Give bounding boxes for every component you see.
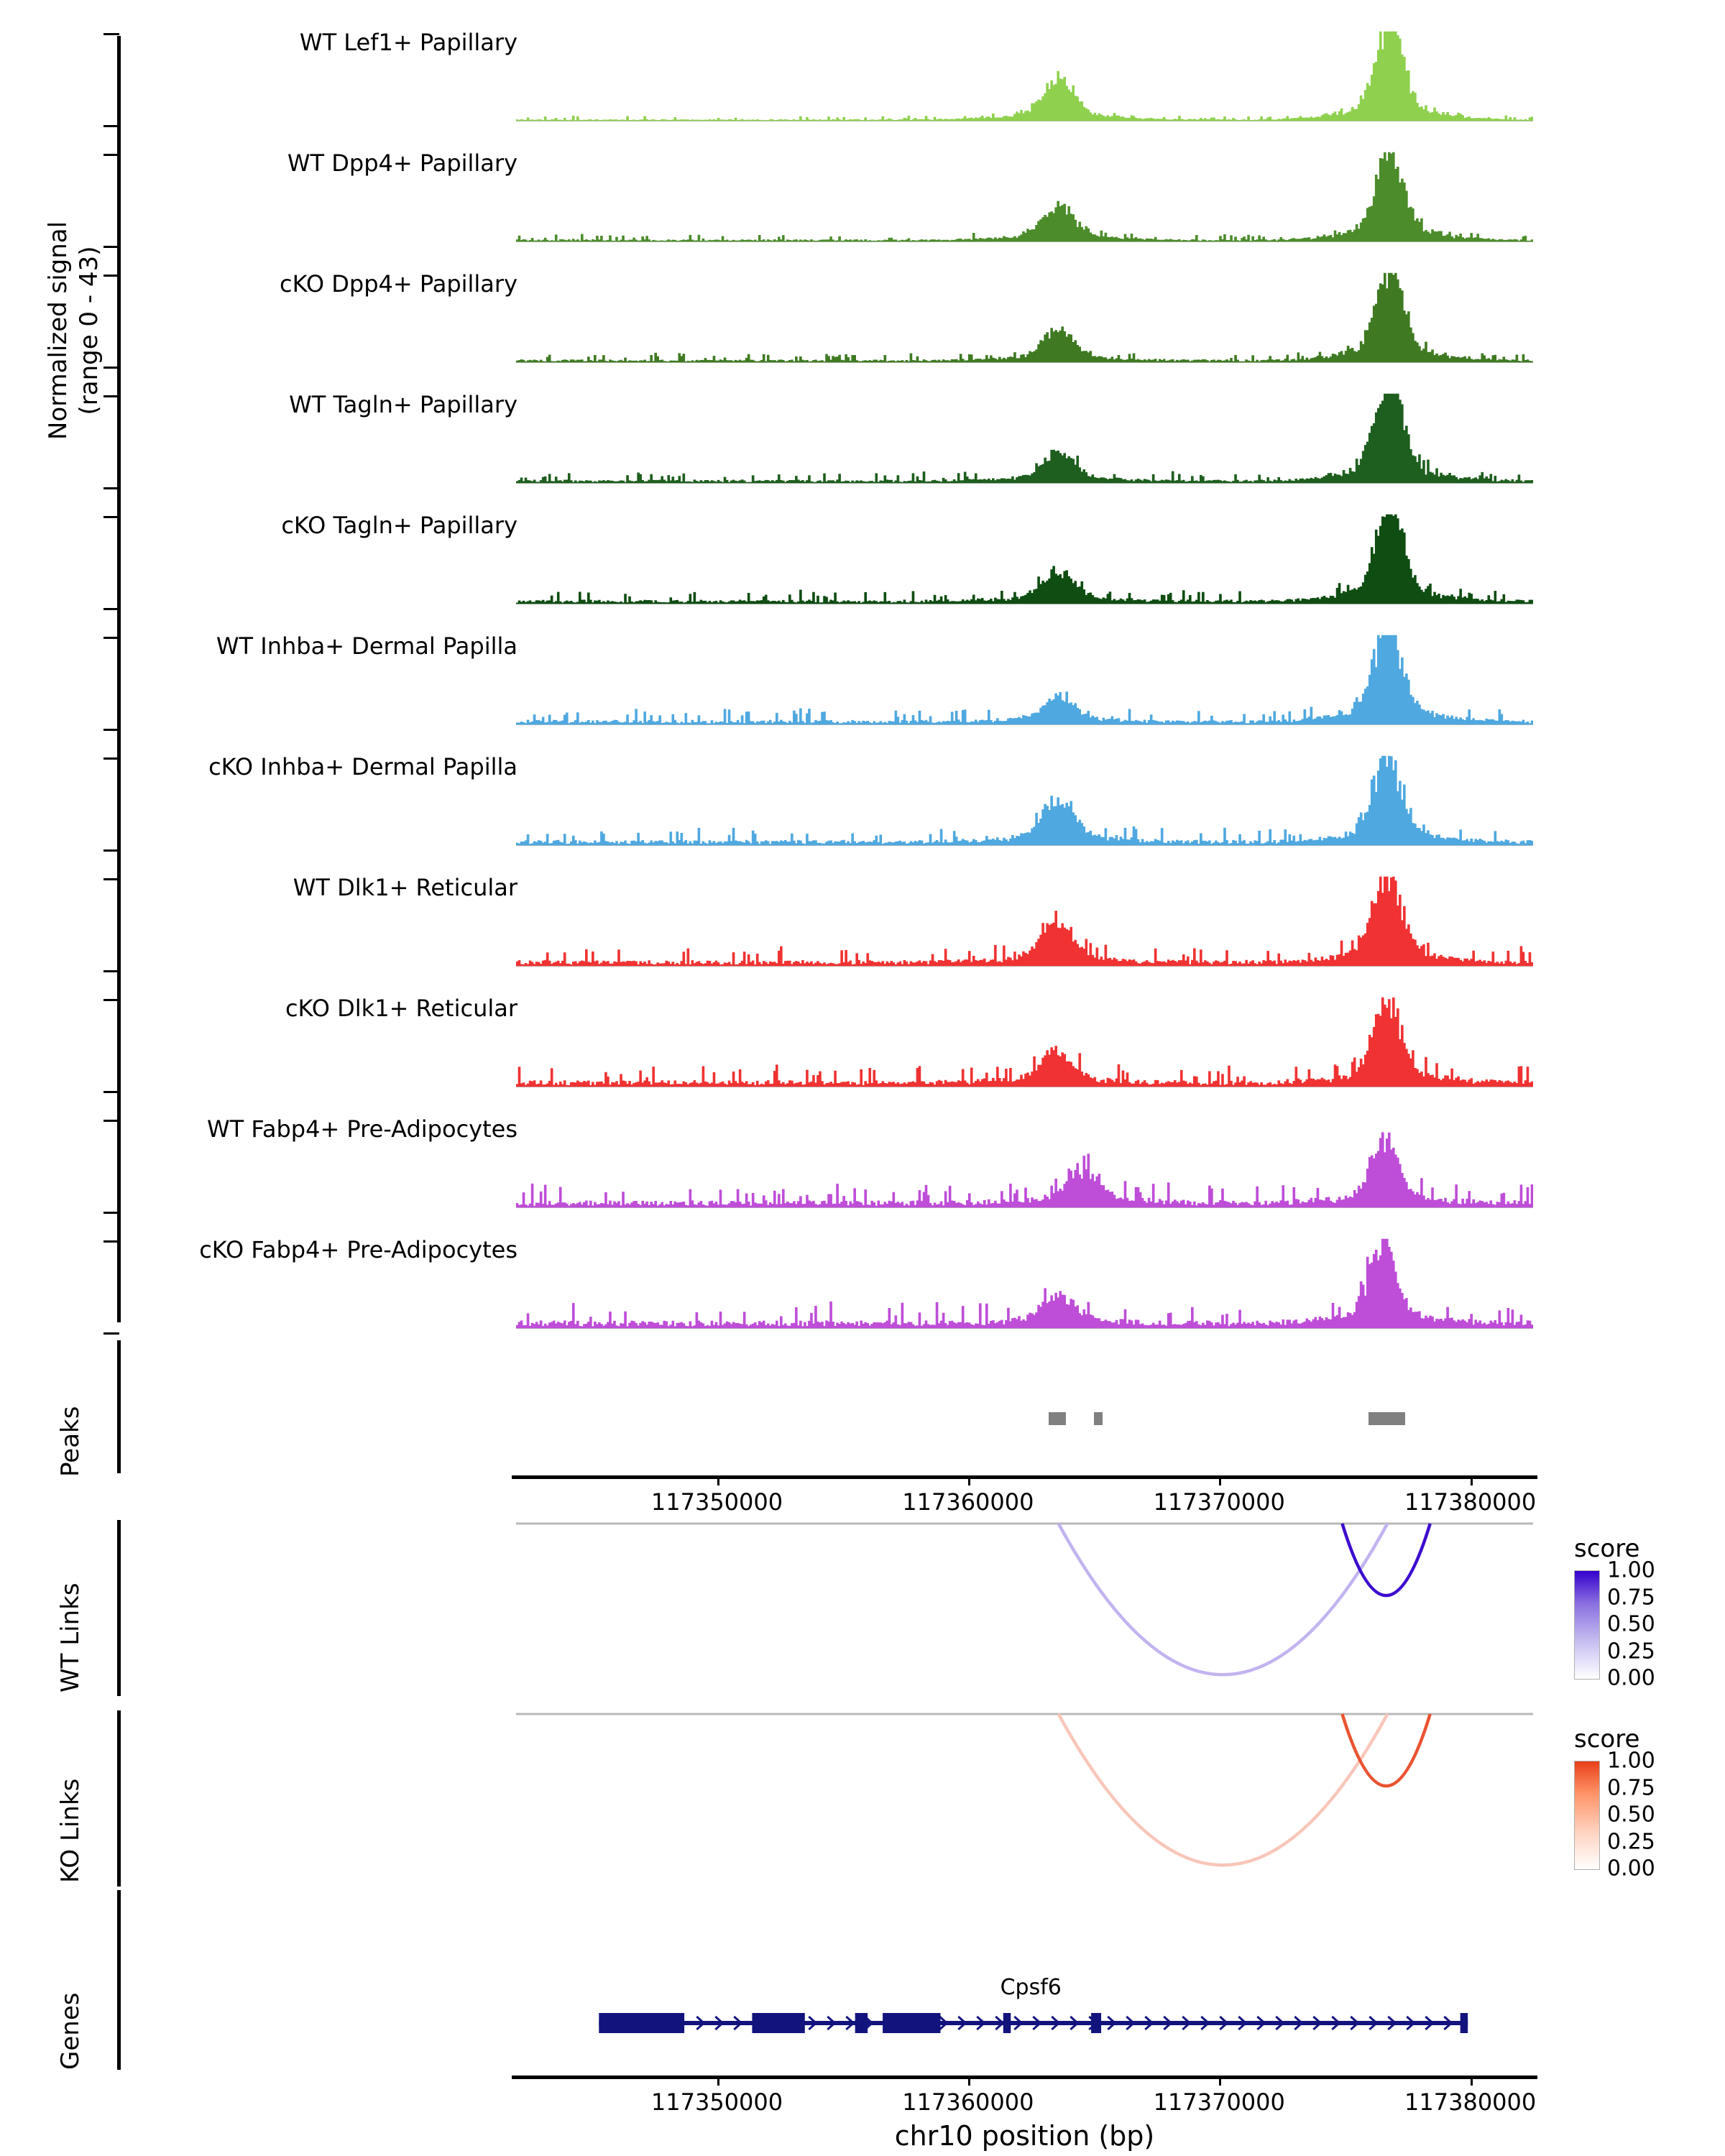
track-label: cKO Tagln+ Papillary — [281, 512, 518, 539]
gene-name-label: Cpsf6 — [1000, 1975, 1062, 2000]
genes-axis-spine — [117, 1890, 121, 2070]
y-axis-title-line2: (range 0 - 43) — [74, 246, 104, 415]
track-signal — [516, 1236, 1533, 1348]
track-label: WT Tagln+ Papillary — [289, 391, 518, 418]
x-axis-title: chr10 position (bp) — [894, 2120, 1155, 2152]
x-axis-tickmark — [1219, 2076, 1221, 2086]
x-axis-ticklabel: 117360000 — [902, 2088, 1034, 2116]
wt-legend-ticklabels — [1607, 1557, 1715, 1691]
ko-links-axis-spine — [117, 1710, 121, 1886]
legend-ticklabel: 0.50 — [1607, 1611, 1655, 1637]
x-axis-tickmark — [968, 2076, 970, 2086]
wt-links-panel — [0, 1516, 1725, 1700]
track-signal — [516, 270, 1533, 382]
link-arc — [1342, 1524, 1430, 1595]
genes-panel — [0, 1883, 1725, 2156]
peaks-regions — [516, 1333, 1533, 1473]
peaks-panel — [0, 1333, 1725, 1516]
track-signal — [516, 874, 1533, 985]
legend-ticklabel: 0.25 — [1607, 1639, 1655, 1664]
gene-exon — [883, 2013, 940, 2033]
gene-exon — [855, 2013, 868, 2033]
genes-models — [516, 1883, 1533, 2073]
track-label: WT Inhba+ Dermal Papilla — [216, 632, 518, 660]
genes-label: Genes — [56, 1992, 85, 2070]
coverage-track — [0, 632, 1725, 747]
x-axis-ticklabel: 117380000 — [1404, 2088, 1537, 2116]
link-arc — [1059, 1524, 1388, 1674]
track-signal — [516, 149, 1533, 261]
gene-exon — [1003, 2013, 1011, 2033]
peak-region — [1368, 1412, 1405, 1425]
track-label: cKO Fabp4+ Pre-Adipocytes — [199, 1236, 518, 1263]
coverage-track — [0, 512, 1725, 627]
x-axis-tickmark — [968, 1475, 970, 1485]
track-label: cKO Dlk1+ Reticular — [285, 995, 518, 1022]
legend-ticklabel: 0.50 — [1607, 1802, 1655, 1828]
peak-region — [1094, 1412, 1103, 1425]
gene-exon — [752, 2013, 804, 2033]
x-axis-tickmark — [1471, 2076, 1473, 2086]
ko-legend-ticklabels — [1607, 1748, 1715, 1881]
track-label: WT Lef1+ Papillary — [299, 29, 518, 56]
coverage-track — [0, 391, 1725, 506]
genes-bottom-axis — [512, 2076, 1537, 2079]
wt-legend-colorbar — [1574, 1570, 1600, 1680]
link-arc — [1059, 1714, 1388, 1865]
ko-legend-colorbar — [1574, 1761, 1600, 1870]
track-signal — [516, 1115, 1533, 1227]
x-axis-tickmark — [1219, 1475, 1221, 1485]
track-label: WT Dpp4+ Papillary — [287, 149, 518, 177]
x-axis-ticklabel: 117350000 — [650, 2088, 783, 2116]
x-axis-tickmark — [717, 2076, 719, 2086]
track-label: cKO Inhba+ Dermal Papilla — [208, 753, 518, 780]
coverage-track — [0, 874, 1725, 989]
legend-ticklabel: 0.00 — [1607, 1856, 1655, 1881]
track-label: WT Fabp4+ Pre-Adipocytes — [207, 1115, 518, 1143]
peaks-axis-spine — [117, 1340, 121, 1473]
track-label: WT Dlk1+ Reticular — [293, 874, 518, 901]
x-axis-ticklabel: 117370000 — [1153, 2088, 1285, 2116]
ko-legend-title: score — [1574, 1725, 1640, 1754]
y-axis-title-line1: Normalized signal — [44, 221, 73, 441]
x-axis-ticklabel: 117350000 — [650, 1488, 783, 1516]
legend-ticklabel: 0.00 — [1607, 1665, 1655, 1691]
x-axis-tickmark — [1471, 1475, 1473, 1485]
x-axis-ticklabel: 117380000 — [1404, 1488, 1537, 1516]
link-arc — [1342, 1714, 1430, 1786]
peak-region — [1049, 1412, 1066, 1425]
legend-ticklabel: 1.00 — [1607, 1557, 1655, 1583]
coverage-track — [0, 29, 1725, 144]
wt-links-arcs — [516, 1516, 1533, 1696]
x-axis-tickmark — [717, 1475, 719, 1485]
wt-links-label: WT Links — [56, 1583, 85, 1692]
coverage-track — [0, 149, 1725, 264]
peaks-bottom-axis — [512, 1475, 1537, 1479]
coverage-track — [0, 270, 1725, 385]
legend-ticklabel: 1.00 — [1607, 1748, 1655, 1774]
coverage-track — [0, 753, 1725, 868]
coverage-track — [0, 1115, 1725, 1230]
wt-links-legend — [1574, 1534, 1725, 1691]
legend-ticklabel: 0.25 — [1607, 1829, 1655, 1854]
ko-links-panel — [0, 1707, 1725, 1890]
track-label: cKO Dpp4+ Papillary — [280, 270, 518, 298]
peaks-label: Peaks — [56, 1406, 85, 1477]
ko-links-label: KO Links — [56, 1778, 85, 1883]
legend-ticklabel: 0.75 — [1607, 1585, 1655, 1610]
x-axis-ticklabel: 117370000 — [1153, 1488, 1285, 1516]
track-signal — [516, 632, 1533, 744]
track-signal — [516, 995, 1533, 1106]
track-signal — [516, 753, 1533, 865]
ko-links-arcs — [516, 1707, 1533, 1886]
coverage-track — [0, 995, 1725, 1110]
track-signal — [516, 512, 1533, 623]
gene-exon — [1460, 2013, 1468, 2033]
genes-axis-ticklabels — [516, 2084, 1537, 2117]
wt-links-axis-spine — [117, 1520, 121, 1696]
legend-ticklabel: 0.75 — [1607, 1775, 1655, 1800]
wt-legend-title: score — [1574, 1534, 1640, 1563]
track-signal — [516, 391, 1533, 502]
gene-exon — [599, 2013, 684, 2033]
gene-exon — [1091, 2013, 1101, 2033]
peaks-axis-ticklabels — [516, 1484, 1537, 1517]
x-axis-ticklabel: 117360000 — [902, 1488, 1034, 1516]
ko-links-legend — [1574, 1725, 1725, 1881]
track-signal — [516, 29, 1533, 140]
